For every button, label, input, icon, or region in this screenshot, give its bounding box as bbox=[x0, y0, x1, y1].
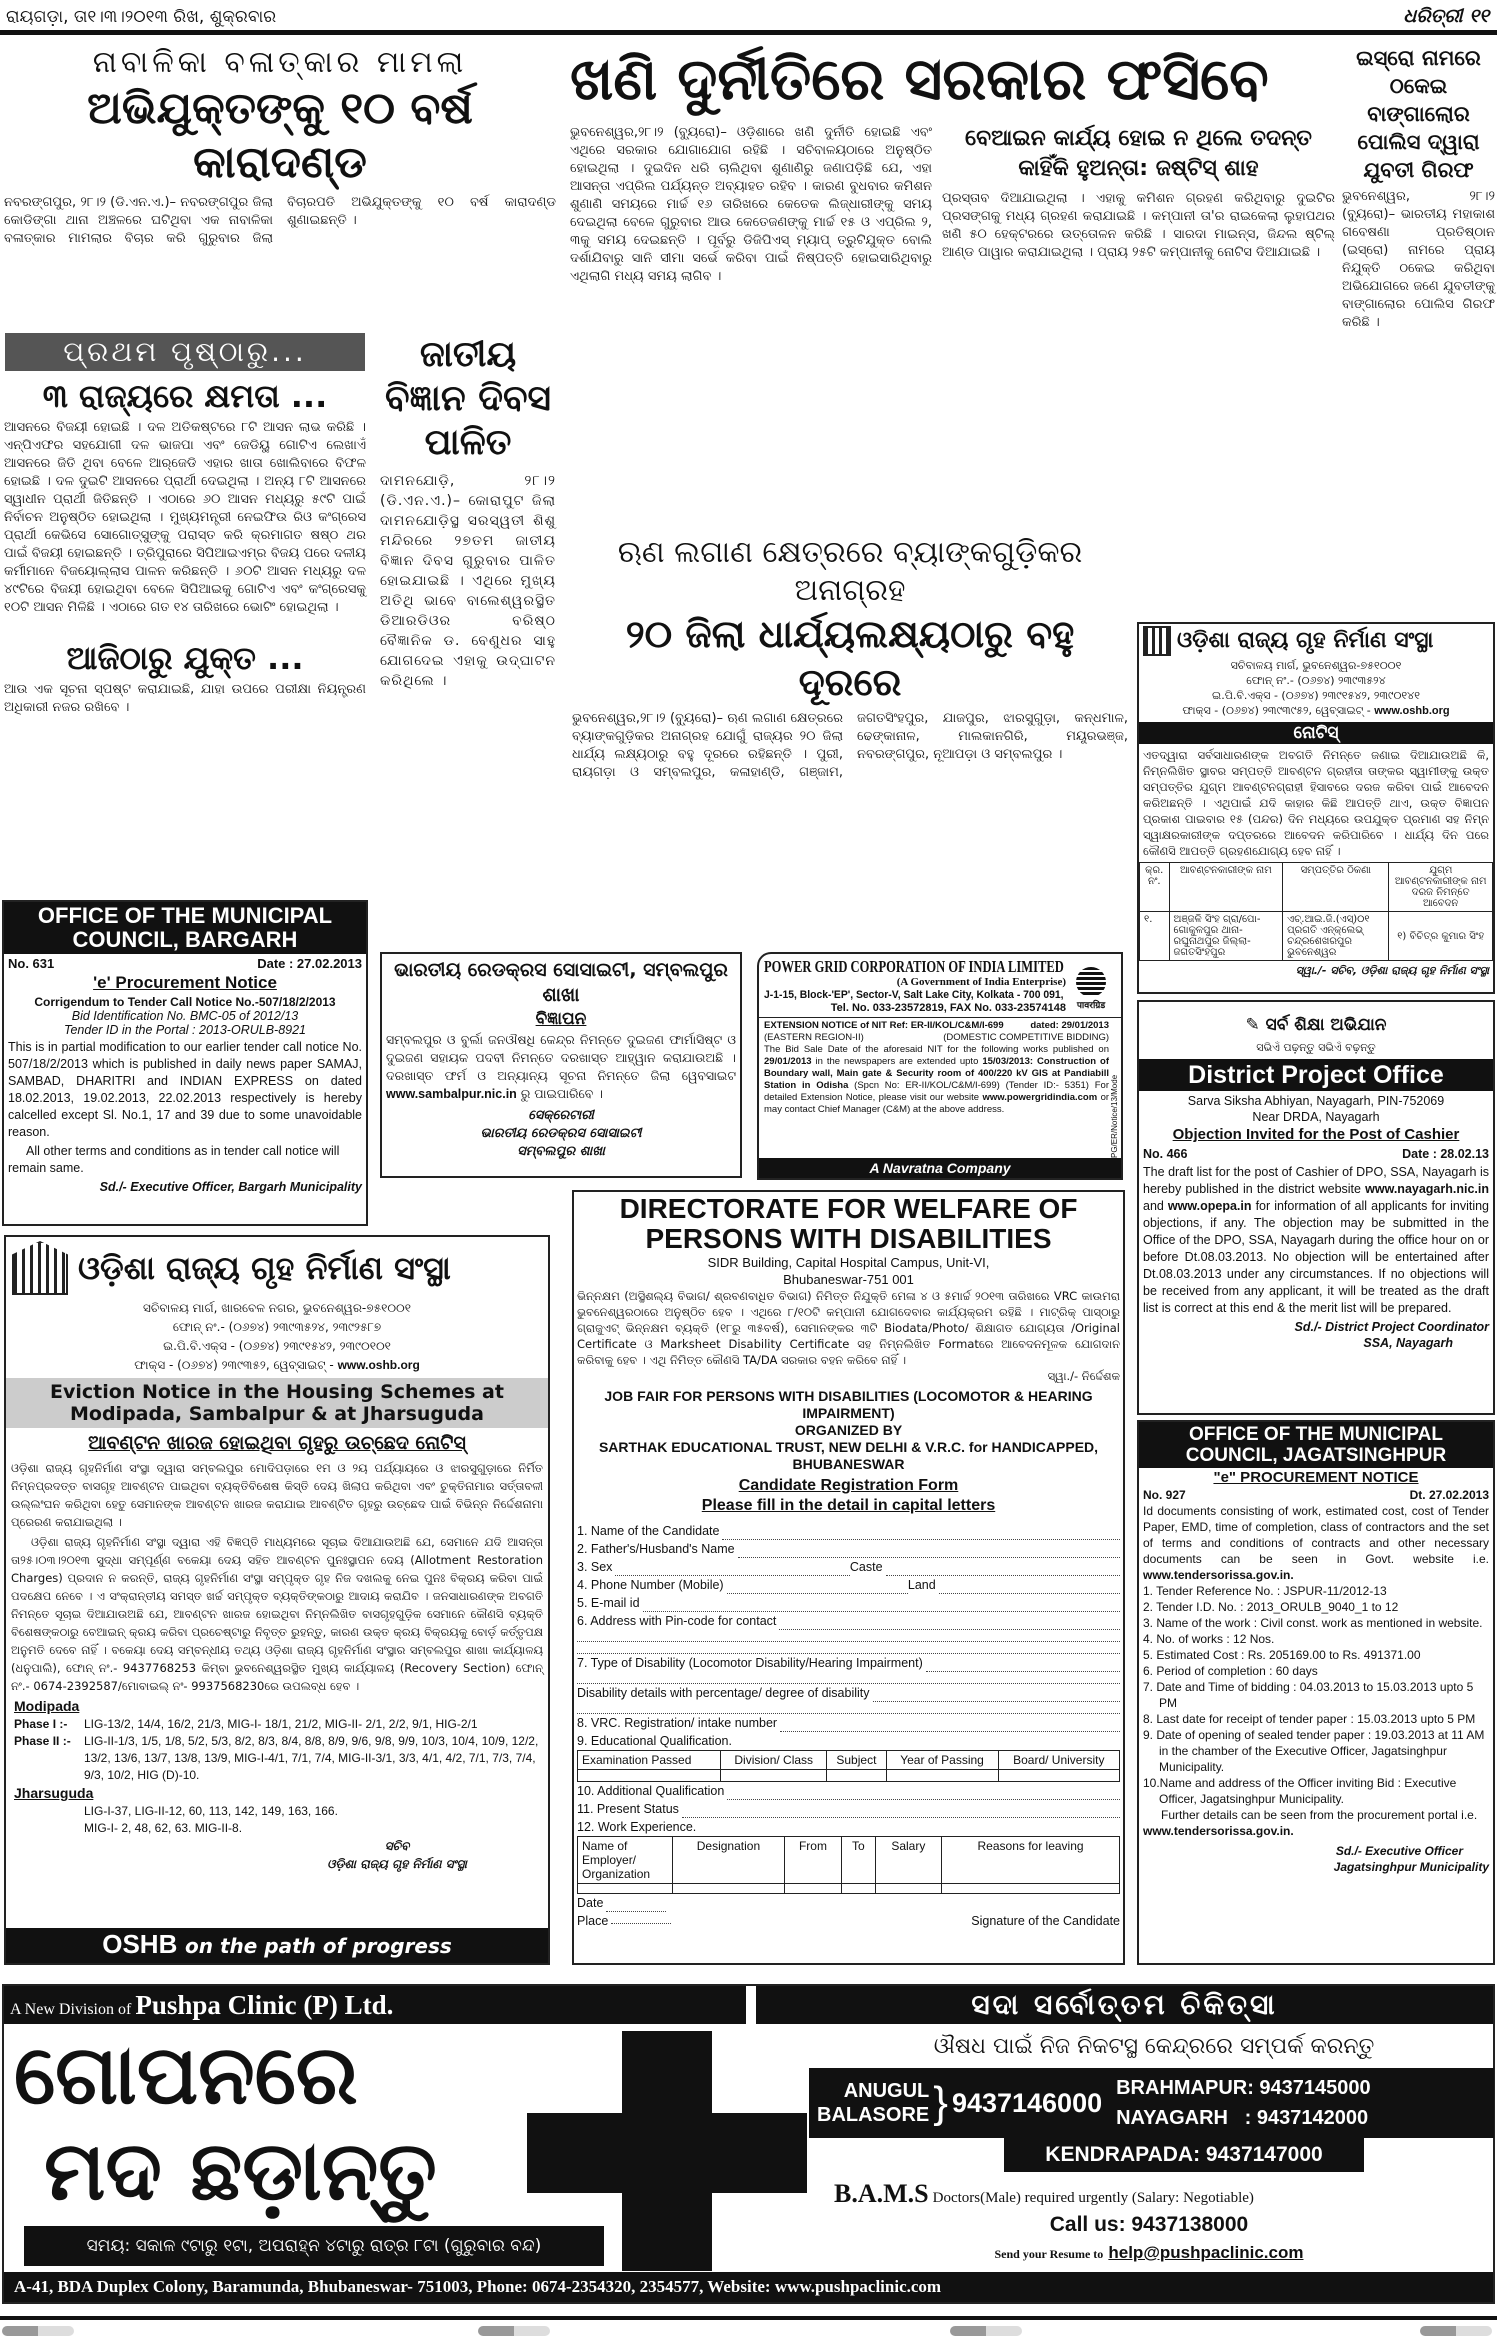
field-label: 6. Address with Pin-code for contact bbox=[577, 1614, 777, 1628]
story-science-day bbox=[378, 333, 558, 940]
lead-headline: ଖଣି ଦୁର୍ନୀତିରେ ସରକାର ଫସିବେ bbox=[570, 45, 1269, 113]
table-header: Designation bbox=[673, 1837, 785, 1884]
side-code: PG/ER/Notice/13/Mode bbox=[1110, 1074, 1119, 1158]
address: ସଚିବାଳୟ ମାର୍ଗ, ଖାରବେଳ ନଗର, ଭୁବନେଶ୍ୱର-୭୫୧୦୦୧ bbox=[143, 1301, 411, 1315]
body-text: The Bid Sale Date of the aforesaid NIT for the following works published on bbox=[764, 1044, 1109, 1055]
tender-item: 8. Last date for receipt of tender paper : 15.03.2013 upto 5 PM bbox=[1143, 1712, 1476, 1726]
story-headline: ଅଭିଯୁକ୍ତଙ୍କୁ ୧୦ ବର୍ଷ କାରାଦଣ୍ଡ bbox=[87, 83, 473, 188]
notice-title: DIRECTORATE FOR WELFARE OF PERSONS WITH DISABILITIES bbox=[619, 1193, 1078, 1254]
email-link[interactable]: help@pushpaclinic.com bbox=[1108, 2243, 1304, 2262]
bargarh-municipal-notice bbox=[2, 900, 368, 1226]
registration-mark bbox=[2, 2326, 74, 2336]
medical-cross-icon-bar bbox=[527, 2113, 807, 2193]
website-link[interactable]: www.sambalpur.nic.in bbox=[386, 1087, 517, 1101]
oshb-eviction-notice bbox=[4, 1235, 550, 1965]
power-grid-notice bbox=[757, 952, 1123, 1180]
odia-body: ଭିନ୍ନକ୍ଷମ (ଅସ୍ଥିଶଲ୍ୟ ବିଭାଗ/ ଶ୍ରବଣବାଧିତ ବିଭାଗ) ନିମିତ୍ତ ନିଯୁକ୍ତି ମେଳା ୪ ଓ ୫ମାର୍ଚ୍ଚ ୨୦୧୩ ତାରିଖରେ VRC କାଉମରା ଭୁବନେଶ୍ୱରଠାରେ ଅନୁଷ୍ଠିତ ହେବ । ଏଥିରେ ୮/୧୦ଟି କମ୍ପାନୀ ଯୋଗଦେବାର କାର୍ଯ୍ୟକ୍ରମ ରହିଛି । ମାଟ୍ରିକ୍ ପାସ୍‌ଠାରୁ ଗ୍ରାଜୁଏଟ୍ ଭିନ୍ନକ୍ଷମ ବ୍ୟକ୍ତି (୧୮ରୁ ୩୫ବର୍ଷ), ସେମାନଙ୍କର ୩ଟି Biodata/Photo/ ଶିକ୍ଷାଗତ ଯୋଗ୍ୟତା /Original Certificate ଓ Marksheet Disability Certificate ସହ ନିମ୍ନଲିଖିତ Formatରେ ଆବେଦନମୂଳକ ଯୋଗଦାନ କରିବାକୁ ହେବ । ଏଥି ନିମିତ୍ତ କୌଣସି TA/DA ସରକାର ବହନ କରିବେ ନାହିଁ । bbox=[577, 1289, 1120, 1367]
story-body: ଭୁବନେଶ୍ୱର,୨୮।୨ (ବ୍ୟୁରୋ)– ଋଣ ଲଗାଣ କ୍ଷେତ୍ରରେ ବ୍ୟାଙ୍କଗୁଡ଼ିକର ଅନାଗ୍ରହ ଯୋଗୁଁ ରାଜ୍ୟର ୨୦ ଜିଲା ଧାର୍ଯ୍ୟ ଲକ୍ଷ୍ୟଠାରୁ ବହୁ ଦୂରରେ ରହିଛନ୍ତି । ପୁରୀ, ରାୟଗଡ଼ା ଓ ସମ୍ବଲପୁର, କଳାହାଣ୍ଡି, ଗଞ୍ଜାମ, ଜଗତସିଂହପୁର, ଯାଜପୁର, ଝାରସୁଗୁଡ଼ା, କନ୍ଧମାଳ, ଢେଙ୍କାନାଳ, ମାଲକାନଗିରି, ମୟୂରଭଞ୍ଜ, ନବରଙ୍ଗପୁର, ନୂଆପଡ଼ା ଓ ସମ୍ବଲପୁର । bbox=[572, 711, 1128, 780]
table-header: Salary bbox=[875, 1837, 942, 1884]
website-link[interactable]: www.powergridindia.com bbox=[982, 1092, 1098, 1103]
modipada-heading: Modipada bbox=[14, 1698, 80, 1714]
jharsuguda-list-2: MIG-I- 2, 48, 62, 63. MIG-II-8. bbox=[84, 1821, 243, 1835]
address-1: Sarva Siksha Abhiyan, Nayagarh, PIN-752069 bbox=[1187, 1094, 1445, 1108]
field-label: Land bbox=[907, 1578, 936, 1592]
field-present-status[interactable] bbox=[577, 1800, 1120, 1818]
notice-title: OFFICE OF THE MUNICIPAL COUNCIL, JAGATSINGHPUR bbox=[1139, 1422, 1493, 1468]
candidate-signature: Signature of the Candidate bbox=[971, 1914, 1120, 1928]
field-label: 12. Work Experience. bbox=[577, 1820, 697, 1834]
story-body: ନବରଙ୍ଗପୁର, ୨୮।୨ (ଡି.ଏନ.ଏ.)– ନବରଙ୍ଗପୁର ଜିଲା କୋଡିଙ୍ଗା ଥାନା ଅଞ୍ଚଳରେ ଘଟିଥିବା ଏକ ନାବାଳିକା ବଳାତ୍କାର ମାମଲାର ବିଚାର କରି ଗୁରୁବାର ଜିଲା ବିଚାରପତି ଅଭିଯୁକ୍ତଙ୍କୁ ୧୦ ବର୍ଷ କାରାଦଣ୍ଡ ଶୁଣାଇଛନ୍ତି । bbox=[4, 195, 556, 246]
body-text: in the newspapers are extended upto bbox=[815, 1056, 979, 1067]
field-disability-type[interactable] bbox=[577, 1654, 1120, 1672]
field-label: 9. Educational Qualification. bbox=[577, 1734, 732, 1748]
signature: ସ୍ୱା./- ସଚିବ, ଓଡ଼ିଶା ରାଜ୍ୟ ଗୃହ ନିର୍ମାଣ ସଂସ୍ଥା bbox=[1295, 964, 1489, 977]
oshb-notice bbox=[1137, 622, 1495, 994]
applicant-table bbox=[1139, 862, 1493, 961]
pencil-icon: ✎ bbox=[1245, 1015, 1266, 1035]
table-header: ସମ୍ପତ୍ତିର ଠିକଣା bbox=[1283, 863, 1389, 912]
table-header: Reasons for leaving bbox=[942, 1837, 1120, 1884]
dateline: ରାୟଗଡ଼ା, ତା୧।୩।୨୦୧୩ ରିଖ, ଶୁକ୍ରବାର bbox=[6, 7, 277, 27]
website-link[interactable]: www.tendersorissa.gov.in. bbox=[1143, 1568, 1294, 1582]
notice-number: No. 466 bbox=[1143, 1147, 1188, 1161]
extended-date: 15/03/2013: bbox=[982, 1056, 1034, 1067]
headline-line-1: ଗୋପନରେ bbox=[14, 2028, 358, 2123]
website-link[interactable]: www.opepa.in bbox=[1167, 1199, 1252, 1213]
field-label: 2. Father's/Husband's Name bbox=[577, 1542, 735, 1556]
bams-label: B.A.M.S bbox=[834, 2179, 929, 2208]
front-page-continued-column bbox=[0, 333, 370, 895]
call-us: Call us: 9437138000 bbox=[1049, 2213, 1249, 2236]
registration-mark bbox=[950, 2326, 1022, 2336]
lead-body: ଭୁବନେଶ୍ୱର,୨୮।୨ (ବ୍ୟୁରୋ)– ଓଡ଼ିଶାରେ ଖଣି ଦୁର୍ନୀତି ହୋଇଛି ଏବଂ ଏଥିରେ ସରକାର ଯୋଗାଯୋଗ ରହିଛି । ସଚିବାଳୟଠାରେ ଅନୁଷ୍ଠିତ ହୋଇଥିଲା । ଦୁଇଦିନ ଧରି ଚାଲିଥିବା ଶୁଣାଣିରୁ ଜଣାପଡ଼ିଛି ଯେ, ଏହା ଆସନ୍ତା ଏପ୍ରିଲ ପର୍ଯ୍ୟନ୍ତ ଅବ୍ୟାହତ ରହିବ । କାରଣ ବୁଧବାର କମିଶନ ଶୁଣାଣି ସମୟରେ ମାର୍ଚ୍ଚ ୧୬ ତାରିଖରେ କେତେକ ଲିଜ୍‌ଧାରୀଙ୍କୁ ସମୟ ଦେଇଥିଲା ବେଳେ ଗୁରୁବାର ଆଉ କେତେଜଣଙ୍କୁ ମାର୍ଚ୍ଚ ୧୫ ଓ ଏପ୍ରିଲ ୨, ୩କୁ ସମୟ ଦେଇଛନ୍ତି । ପୂର୍ବରୁ ଡିଜିପିଏସ୍ ମ୍ୟାପ୍ ତ୍ରୁଟିଯୁକ୍ତ ବୋଲି ଦର୍ଶାଯିବାରୁ ସାନି ସୀମା ସର୍ଭେ କରିବା ପାଇଁ ନିଷ୍ପତ୍ତି ହୋଇସାରିଥିବାରୁ ଏଥିଲାଗି ମଧ୍ୟ ସମୟ ଲାଗିବ । bbox=[570, 125, 932, 284]
notice-title: ଓଡ଼ିଶା ରାଜ୍ୟ ଗୃହ ନିର୍ମାଣ ସଂସ୍ଥା bbox=[78, 1249, 451, 1287]
sign-line: ସେକ୍ରେଟାରୀ bbox=[528, 1108, 594, 1123]
story-isro-fraud bbox=[1340, 44, 1497, 616]
body-text: (Spcn No: ER-II/KOL/C&M/I-699) (Tender ID:- 5351) For detailed Extension Notice, please visit our website bbox=[764, 1080, 1109, 1103]
nit-date: dated: 29/01/2013 bbox=[1030, 1020, 1109, 1031]
table-row[interactable] bbox=[578, 1884, 1120, 1894]
jharsuguda-list-1: LIG-I-37, LIG-II-12, 60, 113, 142, 149, 163, 166. bbox=[84, 1804, 338, 1818]
notice-type: "e" PROCUREMENT NOTICE bbox=[1213, 1469, 1419, 1486]
address: ସଚିବାଳୟ ମାର୍ଗ, ଭୁବନେଶ୍ୱର-୭୫୧୦୦୧ bbox=[1230, 659, 1402, 672]
notice-title: OFFICE OF THE MUNICIPAL COUNCIL, BARGARH bbox=[4, 902, 366, 954]
slogan: ସଦା ସର୍ବୋତ୍ତମ ଚିକିତ୍ସା bbox=[756, 1986, 1493, 2024]
front-page-continued-bar: ପ୍ରଥମ ପୃଷ୍ଠାରୁ... bbox=[5, 333, 365, 371]
notice-body-end: ରୁ ପାଇପାରିବେ । bbox=[520, 1086, 603, 1101]
tender-item: 3. Name of the work : Civil const. work as mentioned in website. bbox=[1143, 1616, 1483, 1630]
tender-item: 6. Period of completion : 60 days bbox=[1143, 1664, 1318, 1678]
branch-name: BALASORE bbox=[817, 2104, 930, 2126]
website-link[interactable]: www.oshb.org bbox=[337, 1358, 420, 1372]
body-text: and bbox=[1143, 1199, 1164, 1213]
para-2: ଓଡ଼ିଶା ରାଜ୍ୟ ଗୃହନିର୍ମାଣ ସଂସ୍ଥା ଦ୍ୱାରା ଏହି ବିଜ୍ଞପ୍ତି ମାଧ୍ୟମରେ ସୂଚାଇ ଦିଆଯାଉଅଛି ଯେ, ସେମାନେ ଯଦି ଆସନ୍ତା ତା୨୫।୦୩।୨୦୧୩ ସୁଦ୍ଧା ସମ୍ପୂର୍ଣ୍ଣ ବକେୟା ଦେୟ ସହିତ ଆବଣ୍ଟନ ପୁନଃସ୍ଥାପନ ଦେୟ (Allotment Restoration Charges) ପ୍ରଦାନ ନ କରନ୍ତି, ରାଜ୍ୟ ଗୃହନିର୍ମାଣ ସଂସ୍ଥା ସମ୍ପୃକ୍ତ ଗୃହ ନିଜ ଦଖଲକୁ ନେଇ ପୁନଃ ବିକ୍ରୟ କରିବା ପାଇଁ ପଦକ୍ଷେପ ନେବେ । ଏ ସଂକ୍ରାନ୍ତୀୟ ସମସ୍ତ ଖର୍ଚ୍ଚ ସମ୍ପୃକ୍ତ ବ୍ୟକ୍ତିଙ୍କଠାରୁ ଆଦାୟ କରାଯିବ । ଜନସାଧାରଣଙ୍କ ଅବଗତି ନିମନ୍ତେ ସୂଚାଇ ଦିଆଯାଉଅଛି ଯେ, ଆବଣ୍ଟନ ଖାରଜ ହୋଇଥିବା ନିମ୍ନଲିଖିତ ବାସଗୃହଗୁଡ଼ିକ ସେମାନେ କୌଣସି ବ୍ୟକ୍ତି ବିଶେଷଙ୍କଠାରୁ ବେଆଇନ୍ କ୍ରୟ କରିବା ପ୍ରଚେଷ୍ଟାରୁ ନିବୃତ୍ତ ରୁହନ୍ତୁ, କାରଣ ଉକ୍ତ କ୍ରୟ ବିକ୍ରୟକୁ ବୋର୍ଡ଼ କର୍ତ୍ତୃପକ୍ଷ ଅନୁମତି ଦେବେ ନାହିଁ । ବକେୟା ଦେୟ ସମ୍ବନ୍ଧୀୟ ତଥ୍ୟ ଓଡ଼ିଶା ରାଜ୍ୟ ଗୃହନିର୍ମାଣ ସଂସ୍ଥାର ସମ୍ବଲପୁର ଶାଖା କାର୍ଯ୍ୟାଳୟ (ଧନୁପାଲି), ଫୋନ୍ ନଂ.- 9437768253 କିମ୍ବା ଭୁବନେଶ୍ୱରସ୍ଥିତ ମୁଖ୍ୟ କାର୍ଯ୍ୟାଳୟ (Recovery Section) ଫୋନ୍ ନଂ.- 0674-2392587/ମୋବାଇଲ୍ ନଂ- 9937568230ରେ ଉପଲବ୍ଧ ହେବ । bbox=[11, 1535, 543, 1693]
branch-phone: 9437146000 bbox=[951, 2087, 1103, 2118]
tender-items bbox=[1139, 1583, 1493, 1807]
logo-text: पावरग्रिड bbox=[1076, 1000, 1106, 1010]
registration-form bbox=[577, 1522, 1120, 1930]
page-bottom-rule bbox=[0, 2316, 1497, 2320]
notice-subtitle: ବିଜ୍ଞାପନ bbox=[535, 1009, 587, 1029]
tender-item: 7. Date and Time of bidding : 04.03.2013 to 15.03.2013 upto 5 PM bbox=[1143, 1680, 1474, 1710]
division-text: A New Division of bbox=[10, 2001, 132, 2018]
clinic-name: Pushpa Clinic (P) Ltd. bbox=[135, 1990, 394, 2020]
story-headline: ୨୦ ଜିଲା ଧାର୍ଯ୍ୟଲକ୍ଷ୍ୟଠାରୁ ବହୁ ଦୂରରେ bbox=[625, 612, 1075, 704]
signature bbox=[386, 1107, 736, 1161]
signature bbox=[246, 1837, 548, 1873]
page-number: ଧରିତ୍ରୀ ୧୧ bbox=[1403, 5, 1489, 27]
sign-line: ଓଡ଼ିଶା ରାଜ୍ୟ ଗୃହ ନିର୍ମାଣ ସଂସ୍ଥା bbox=[327, 1857, 467, 1871]
field-education-label bbox=[577, 1732, 1120, 1750]
notice-title: POWER GRID CORPORATION OF INDIA LIMITED bbox=[764, 957, 1064, 976]
field-email[interactable] bbox=[577, 1594, 1120, 1612]
organized-by: ORGANIZED BY bbox=[794, 1422, 903, 1438]
registration-mark bbox=[478, 2326, 550, 2336]
district-project-office-notice bbox=[1137, 1000, 1495, 1415]
bid-id: Bid Identification No. BMC-05 of 2012/13 bbox=[71, 1009, 299, 1023]
phone: ଫୋନ୍ ନଂ.- (୦୬୭୪) ୨୩୯୩୫୨୪ bbox=[1246, 674, 1386, 687]
field-label: 3. Sex bbox=[577, 1560, 613, 1574]
story-body: ଆଉ ଏକ ସୂଚନା ସ୍ପଷ୍ଟ କରାଯାଇଛି, ଯାହା ଉପରେ ପରୀକ୍ଷା ନିୟନ୍ତ୍ରଣ ଅଧିକାରୀ ନଜର ରଖିବେ । bbox=[4, 682, 366, 715]
oshb-logo-icon bbox=[12, 1241, 68, 1295]
clinic-address-bar: A-41, BDA Duplex Colony, Baramunda, Bhubaneswar- 751003, Phone: 0674-2354320, 2354577, Website: www.pushpaclinic.com bbox=[4, 2272, 1493, 2302]
table-header: Board/ University bbox=[998, 1751, 1119, 1770]
tender-item: 9. Date of opening of sealed tender paper : 19.03.2013 at 11 AM in the chamber of the Executive Officer, Jagatsinghpur Municipality. bbox=[1143, 1728, 1485, 1774]
notice-date: Date : 27.02.2013 bbox=[257, 956, 362, 971]
notice-heading: Objection Invited for the Post of Cashier bbox=[1172, 1126, 1460, 1143]
story-kicker: ଋଣ ଲଗାଣ କ୍ଷେତ୍ରରେ ବ୍ୟାଙ୍କଗୁଡ଼ିକର ଅନାଗ୍ରହ bbox=[617, 535, 1083, 608]
registration-mark bbox=[1420, 2326, 1492, 2336]
tender-item: 2. Tender I.D. No. : 2013_ORULB_9040_1 to 12 bbox=[1143, 1600, 1399, 1614]
subtitle: (A Government of India Enterprise) bbox=[896, 976, 1066, 988]
phase-label: Phase II :- bbox=[14, 1734, 71, 1748]
signature-2: SSA, Nayagarh bbox=[1363, 1336, 1453, 1350]
notice-number: No. 631 bbox=[8, 956, 55, 971]
table-header: ଆବଣ୍ଟନକାରୀଙ୍କ ନାମ bbox=[1169, 863, 1283, 912]
jagatsinghpur-municipal-notice bbox=[1137, 1420, 1495, 1965]
fax: ଫାକ୍ସ - (୦୬୭୪) ୨୩୯୩୫୨, ୱେବ୍‌ସାଇଟ୍ - bbox=[134, 1358, 334, 1372]
red-cross-notice bbox=[380, 952, 742, 1178]
field-label: 1. Name of the Candidate bbox=[577, 1524, 720, 1538]
lead-subhead: ବେଆଇନ କାର୍ଯ୍ୟ ହୋଇ ନ ଥିଲେ ତଦନ୍ତ କାହିଁକି ହୁଅନ୍ତା: ଜଷ୍ଟିସ୍ ଶାହ bbox=[965, 126, 1312, 181]
branch-phones: ANUGUL BALASORE } 9437146000 BRAHMAPUR: 9437145000 NAYAGARH : 9437142000 bbox=[809, 2068, 1494, 2138]
table-header: Subject bbox=[827, 1751, 886, 1770]
field-label: 7. Type of Disability (Locomotor Disability/Hearing Impairment) bbox=[577, 1656, 923, 1670]
table-header: Name of Employer/ Organization bbox=[578, 1837, 673, 1884]
story-minor-rape-case bbox=[0, 44, 560, 328]
epbx: ଇ.ପି.ବି.ଏକ୍ସ - (୦୬୭୪) ୨୩୯୧୫୪୨, ୨୩୯୦୧୦୧ bbox=[163, 1339, 391, 1353]
resume-line bbox=[814, 2242, 1484, 2265]
field-label: Date bbox=[577, 1896, 604, 1910]
field-label: Disability details with percentage/ degree of disability bbox=[577, 1686, 870, 1700]
job-fair-title: JOB FAIR FOR PERSONS WITH DISABILITIES (LOCOMOTOR & HEARING IMPAIRMENT) bbox=[604, 1388, 1093, 1421]
work-description: Construction of Boundary wall, Main gate & Security room of 400/220 kV GIS at Pandiabill Station in Odisha bbox=[764, 1056, 1109, 1091]
field-label: 4. Phone Number (Mobile) bbox=[577, 1578, 724, 1592]
form-title: Candidate Registration Form bbox=[738, 1477, 959, 1494]
table-header: Examination Passed bbox=[578, 1751, 721, 1770]
footer-tagline: on the path of progress bbox=[185, 1934, 452, 1958]
notice-body: This is in partial modification to our earlier tender call notice No. 507/18/2/2013 which is published in daily news paper SAMAJ, SAMBAD, DHARITRI and INDIAN EXPRESS on dated 18.02.2013, 19.02.2013, 22.02.2013 respectively is hereby calcelled except Sl. No.1, 17 and 39 due to some unavoidable reason. bbox=[8, 1040, 362, 1139]
ssa-banner bbox=[1139, 1014, 1493, 1036]
table-cell: ଅଞ୍ଜଳି ସିଂହ ଗ୍ରା/ପୋ-ଗୋକୁଳପୁର ଥାନା-ରଘୁନାଥପୁର ଜିଲ୍ଲା-ଜଗତସିଂହପୁର bbox=[1169, 912, 1283, 961]
lead-body-2: ପ୍ରସ୍ତାବ ଦିଆଯାଇଥିଲା । ଏହାକୁ କମିଶନ ଗ୍ରହଣ କରିଥିବାରୁ ଦୁଇଟିର ପ୍ରସଙ୍ଗକୁ ମଧ୍ୟ ଗ୍ରହଣ କରାଯାଇଛି । କମ୍ପାନୀ ତା'ର ରାଇକେଲା ଲୁହାପଥର ଖଣି ୫୦ ହେକ୍ଟରରେ ଉତ୍ତୋଳନ କରିଛି । ସାରଦା ମାଇନ୍ସ, ଜିନ୍ଦଲ ଷ୍ଟିଲ୍ ଆଣ୍ଡ ପାୱାର କରାଯାଇଥିଲା । ପ୍ରାୟ ୨୫ଟି କମ୍ପାନୀକୁ ନୋଟିସ ଦିଆଯାଇଛି । bbox=[942, 191, 1335, 260]
slogan: ସଭିଏଁ ପଢ଼ନ୍ତୁ ସଭିଏଁ ବଢ଼ନ୍ତୁ bbox=[1256, 1041, 1376, 1054]
table-row[interactable] bbox=[578, 1770, 1120, 1782]
field-place[interactable] bbox=[577, 1912, 671, 1930]
table-row bbox=[1140, 912, 1493, 961]
field-candidate-name[interactable] bbox=[577, 1522, 1120, 1540]
pushpa-clinic-ad bbox=[2, 1984, 1495, 2304]
story-body: ଭୁବନେଶ୍ୱର, ୨୮।୨ (ବ୍ୟୁରୋ)– ଭାରତୀୟ ମହାକାଶ ଗବେଷଣା ପ୍ରତିଷ୍ଠାନ (ଇସ୍ରୋ) ନାମରେ ପ୍ରାୟ ନିଯୁକ୍ତି ଠକେଇ କରିଥିବା ଅଭିଯୋଗରେ ଜଣେ ଯୁବତୀଙ୍କୁ ବାଙ୍ଗାଲୋର ପୋଲିସ ଗିରଫ କରିଛି । bbox=[1342, 189, 1495, 330]
jharsuguda-heading: Jharsuguda bbox=[14, 1785, 94, 1801]
notice-body-2: All other terms and conditions as in tender call notice will remain same. bbox=[8, 1144, 340, 1175]
fax: ଫାକ୍ସ - (୦୬୭୪) ୨୩୯୩୯୫୨, ୱେବ୍‌ସାଇଟ୍ - bbox=[1182, 704, 1371, 717]
address-2: Bhubaneswar-751 001 bbox=[783, 1272, 914, 1287]
notice-body: ସମ୍ବଲପୁର ଓ ବୁର୍ଲା ଜନଔଷଧି କେନ୍ଦ୍ର ନିମନ୍ତେ ଦୁଇଜଣ ଫାର୍ମାସିଷ୍ଟ ଓ ଦୁଇଜଣ ସହାୟକ ପଦବୀ ନିମନ୍ତେ ଦରଖାସ୍ତ ଆହ୍ୱାନ କରାଯାଉଅଛି । ଦରଖାସ୍ତ ଫର୍ମ ଓ ଅନ୍ୟାନ୍ୟ ସୂଚନା ନିମନ୍ତେ ଜିଲା ୱେବସାଇଟ bbox=[386, 1032, 736, 1083]
footer-bold: OSHB bbox=[102, 1929, 178, 1959]
field-label: 11. Present Status bbox=[577, 1802, 679, 1816]
form-subtitle: Please fill in the detail in capital letters bbox=[701, 1497, 996, 1514]
phone: ଫୋନ୍ ନଂ.- (୦୬୭୪) ୨୩୯୩୫୨୪, ୨୩୯୨୫୮୭ bbox=[172, 1320, 382, 1334]
sign-line: ସଚିବ bbox=[384, 1839, 410, 1853]
headline-line-2: ମଦ ଛଡ଼ାନ୍ତୁ bbox=[44, 2124, 437, 2219]
table-cell: ଏଚ୍.ଆଇ.ଜି.(ଏସ୍)୦୧ ପ୍ରଗତି ଏନ୍‌କ୍ଲେଭ୍ ଚନ୍ଦ୍ରଶେଖରପୁର ଭୁବନେଶ୍ୱର bbox=[1283, 912, 1389, 961]
notice-type: 'e' Procurement Notice bbox=[93, 973, 277, 992]
field-vrc-registration[interactable] bbox=[577, 1714, 1120, 1732]
address-2: Near DRDA, Nayagarh bbox=[1252, 1110, 1380, 1124]
body-text: or may contact Chief Manager (C&M) at the above address. bbox=[764, 1092, 1109, 1115]
tender-id: Tender ID in the Portal : 2013-ORULB-8921 bbox=[63, 1023, 307, 1037]
odia-signature: ସ୍ୱା./- ନିର୍ଦ୍ଦେଶକ bbox=[1047, 1369, 1120, 1383]
contact-instruction: ଔଷଧ ପାଇଁ ନିଜ ନିକଟସ୍ଥ କେନ୍ଦ୍ରରେ ସମ୍ପର୍କ କରନ୍ତୁ bbox=[933, 2034, 1375, 2059]
signature-1: Sd./- Executive Officer bbox=[1335, 1844, 1463, 1858]
corrigendum: Corrigendum to Tender Call Notice No.-507/18/2/2013 bbox=[34, 995, 336, 1009]
sign-line: ସମ୍ବଲପୁର ଶାଖା bbox=[517, 1144, 605, 1159]
recruitment-text: Doctors(Male) required urgently (Salary: Negotiable) bbox=[932, 2190, 1254, 2206]
story-bank-lending bbox=[570, 534, 1130, 942]
story-headline: ଆଜିଠାରୁ ଯୁକ୍ତ ... bbox=[66, 639, 304, 677]
story-kicker: ନାବାଳିକା ବଳାତ୍କାର ମାମଲା bbox=[92, 45, 468, 80]
notice-body: ଏତଦ୍ୱାରା ସର୍ବସାଧାରଣଙ୍କ ଅବଗତି ନିମନ୍ତେ ଜଣାଇ ଦିଆଯାଉଅଛି କି, ନିମ୍ନଲିଖିତ ସ୍ଥାବର ସମ୍ପତ୍ତି ଆବଣ୍ଟନ ଗ୍ରହୀତା ତାଙ୍କର ସ୍ୱାମୀଙ୍କୁ ଉକ୍ତ ସମ୍ପତ୍ତିର ଯୁଗ୍ମ ଆବଣ୍ଟନଗ୍ରାହୀ ହିସାବରେ ଦରଜ କରିବା ପାଇଁ ଆବେଦନ କରିଅଛନ୍ତି । ଏଥିପାଇଁ ଯଦି କାହାର କିଛି ଆପତ୍ତି ଥାଏ, ଉକ୍ତ ବିଜ୍ଞାପନ ପ୍ରକାଶ ପାଇବାର ୧୫ (ପନ୍ଦର) ଦିନ ମଧ୍ୟରେ ଉପଯୁକ୍ତ ପ୍ରମାଣ ସହ ନିମ୍ନ ସ୍ୱାକ୍ଷରକାରୀଙ୍କ ଦପ୍ତରରେ ଆବେଦନ କରିପାରିବେ । ଧାର୍ଯ୍ୟ ଦିନ ପରେ କୌଣସି ଆପତ୍ତି ଗ୍ରହଣଯୋଗ୍ୟ ହେବ ନାହିଁ । bbox=[1143, 748, 1489, 858]
sign-line: ଭାରତୀୟ ରେଡକ୍ରସ ସୋସାଇଟୀ bbox=[480, 1126, 642, 1141]
field-label: 5. E-mail id bbox=[577, 1596, 640, 1610]
field-address[interactable] bbox=[577, 1612, 1120, 1630]
table-cell: ୧. bbox=[1140, 912, 1170, 961]
kendrapada-phone: KENDRAPADA: 9437147000 bbox=[1004, 2138, 1364, 2172]
story-mining-scam bbox=[570, 40, 1335, 530]
notice-signature: Sd./- Executive Officer, Bargarh Municipality bbox=[99, 1180, 362, 1194]
odia-heading: ଆବଣ୍ଟନ ଖାରଜ ହୋଇଥିବା ଗୃହରୁ ଉଚ୍ଛେଦ ନୋଟିସ୍ bbox=[88, 1432, 466, 1454]
table-cell: ୧) ବିଚିତ୍ର କୁମାର ସିଂହ bbox=[1389, 912, 1493, 961]
notice-title: ଓଡ଼ିଶା ରାଜ୍ୟ ଗୃହ ନିର୍ମାଣ ସଂସ୍ଥା bbox=[1177, 628, 1434, 653]
field-label: Place bbox=[577, 1914, 609, 1928]
nit-ref: EXTENSION NOTICE of NIT Ref: ER-II/KOL/C&M/I-699 bbox=[764, 1020, 1004, 1031]
publish-date: 29/01/2013 bbox=[764, 1056, 812, 1067]
table-header: କ୍ର. ନଂ. bbox=[1140, 863, 1170, 912]
power-grid-logo-icon bbox=[1076, 967, 1106, 997]
notice-bar: ନୋଟିସ୍ bbox=[1139, 722, 1493, 744]
phase-2-list: LIG-II-1/3, 1/5, 1/8, 5/2, 5/3, 8/2, 8/3, 8/4, 8/8, 8/9, 9/6, 9/8, 9/9, 10/3, 10/4, 10/9, 12/2, 13/2, 13/6, 13/7, 13/8, 13/9, MIG-I-4/1, 7/1, 7/4, MIG-II-3/1, 3/3, 4/1, 4/2, 7/1, 7/3, 7/4, 9/3, 10/2, HIG (D)-10. bbox=[84, 1734, 539, 1782]
story-headline: ଜାତୀୟ ବିଜ୍ଞାନ ଦିବସ ପାଳିତ bbox=[385, 334, 551, 463]
table-header: To bbox=[842, 1837, 876, 1884]
clinic-brand-bar bbox=[4, 1986, 746, 2024]
field-father-name[interactable] bbox=[577, 1540, 1120, 1558]
organizer: SARTHAK EDUCATIONAL TRUST, NEW DELHI & V.R.C. for HANDICAPPED, BHUBANESWAR bbox=[598, 1439, 1099, 1472]
notice-title: District Project Office bbox=[1139, 1059, 1493, 1091]
field-date[interactable] bbox=[577, 1894, 1120, 1912]
bidding: (DOMESTIC COMPETITIVE BIDDING) bbox=[943, 1032, 1109, 1043]
story-body: ଦାମନଯୋଡ଼ି, ୨୮।୨ (ଡି.ଏନ.ଏ.)– କୋରାପୁଟ ଜିଲା ଦାମନଯୋଡ଼ିସ୍ଥ ସରସ୍ୱତୀ ଶିଶୁ ମନ୍ଦିରରେ ୨୭ତମ ଜାତୀୟ ବିଜ୍ଞାନ ଦିବସ ଗୁରୁବାର ପାଳିତ ହୋଇଯାଇଛି । ଏଥିରେ ମୁଖ୍ୟ ଅତିଥି ଭାବେ ବାଲେଶ୍ୱରସ୍ଥିତ ଡିଆରଡିଓର ବରିଷ୍ଠ ବୈଜ୍ଞାନିକ ଡ. ବେଣୁଧର ସାହୁ ଯୋଗଦେଇ ଏହାକୁ ଉଦ୍‌ଘାଟନ କରିଥିଲେ । bbox=[380, 473, 556, 689]
oshb-logo-icon bbox=[1143, 626, 1171, 656]
story-body: ଆସନରେ ବିଜୟୀ ହୋଇଛି । ଦଳ ଅତିକଷ୍ଟରେ ୮ଟି ଆସନ ଲାଭ କରିଛି । ଏନ୍‌ପିଏଫର ସହଯୋଗୀ ଦଳ ଭାଜପା ଏବଂ ଜେଡିୟୁ ଗୋଟିଏ ଲେଖାଏଁ ଆସନରେ ଜିତି ଥିବା ବେଳେ ଆର୍‌ଜେଡି ଏହାର ଖାତା ଖୋଲିବାରେ ବିଫଳ ହୋଇଛି । ଦଳ ଦୁଇଟି ଆସନରେ ପ୍ରାର୍ଥୀ ଦେଇଥିଲା । ଅନ୍ୟ ୮ଟି ଆସନରେ ସ୍ୱାଧୀନ ପ୍ରାର୍ଥୀ ଜିତିଛନ୍ତି । ଏଠାରେ ୬୦ ଆସନ ମଧ୍ୟରୁ ୫୯ଟି ପାଇଁ ନିର୍ବାଚନ ଅନୁଷ୍ଠିତ ହୋଇଥିଲା । ମୁଖ୍ୟମନ୍ତ୍ରୀ ନେଇଫିଉ ରିଓ କଂଗ୍ରେସ ପ୍ରାର୍ଥୀ କେଭିସେ ସୋଗୋତ୍ସୁଙ୍କୁ ପରାସ୍ତ କରି କ୍ରମାଗତ ଷଷ୍ଠ ଥର ପାଇଁ ବିଜୟୀ ହୋଇଛନ୍ତି । ତ୍ରିପୁରାରେ ସିପିଆଇଏମ୍‌ର ବିଜୟ ପରେ ଦଳୀୟ କର୍ମୀମାନେ ବିଜୟୋଲ୍ଲାସ ପାଳନ କରିଛନ୍ତି । ୬୦ଟି ଆସନ ମଧ୍ୟରୁ ଦଳ ୪୯ଟିରେ ବିଜୟୀ ହୋଇଥିବା ବେଳେ ସିପିଆଇକୁ ଗୋଟିଏ ଏବଂ କଂଗ୍ରେସକୁ ୧୦ଟି ଆସନ ମିଳିଛି । ଏଠାରେ ଗତ ୧୪ ତାରିଖରେ ଭୋଟିଂ ହୋଇଥିଲା । bbox=[4, 420, 366, 615]
notice-title: ଭାରତୀୟ ରେଡକ୍ରସ ସୋସାଇଟୀ, ସମ୍ବଲପୁର ଶାଖା bbox=[394, 959, 728, 1006]
signature-2: Jagatsinghpur Municipality bbox=[1333, 1860, 1489, 1874]
recruitment bbox=[834, 2178, 1489, 2214]
story-headline: ୩ ରାଜ୍ୟରେ କ୍ଷମତା ... bbox=[42, 377, 328, 415]
body-text: The draft list for the post of Cashier of DPO, SSA, Nayagarh is hereby published in the district website bbox=[1143, 1165, 1489, 1196]
notice-date: Date : 28.02.13 bbox=[1402, 1147, 1489, 1161]
masthead-rule bbox=[0, 30, 1497, 35]
epbx: ଇ.ପି.ବି.ଏକ୍ସ - (୦୬୭୪) ୨୩୯୧୫୪୨, ୨୩୯୦୧୪୧ bbox=[1212, 689, 1420, 702]
website-link[interactable]: www.oshb.org bbox=[1374, 705, 1450, 717]
table-header: Year of Passing bbox=[886, 1751, 998, 1770]
field-additional-qualification[interactable] bbox=[577, 1782, 1120, 1800]
address: J-1-15, Block-'EP', Sector-V, Salt Lake City, Kolkata - 700 091, bbox=[764, 989, 1064, 1001]
notice-date: Dt. 27.02.2013 bbox=[1409, 1488, 1489, 1502]
table-header: From bbox=[784, 1837, 841, 1884]
tender-item: 5. Estimated Cost : Rs. 205169.00 to Rs. 491371.00 bbox=[1143, 1648, 1421, 1662]
tender-item: 10.Name and address of the Officer inviting Bid : Executive Officer, Jagatsinghpur Municipality. bbox=[1143, 1776, 1457, 1806]
body-text: for information of all applicants for inviting objections, if any. The objection may be submitted in the Office of the DPO, SSA, Nayagarh during the office hour on or before Dt.08.03.2013. No objection will be entertained after Dt.08.03.2013 under any circumstances. If no objections will be received from any applicant, it will be treated as the draft list is correct at this end & the merit list will be prepared. bbox=[1143, 1199, 1489, 1315]
field-label: 8. VRC. Registration/ intake number bbox=[577, 1716, 778, 1730]
branch-phone: NAYAGARH : 9437142000 bbox=[1116, 2107, 1369, 2129]
website-link[interactable]: www.nayagarh.nic.in bbox=[1365, 1182, 1489, 1196]
tagline: A Navratna Company bbox=[759, 1158, 1121, 1178]
table-header: ଯୁଗ୍ମ ଆବଣ୍ଟନକାରୀଙ୍କ ନାମ ଦରଜ ନିମନ୍ତେ ଆବେଦନ bbox=[1389, 863, 1493, 912]
telephone: Tel. No. 033-23572819, FAX No. 033-23574148 bbox=[830, 1002, 1066, 1014]
field-label: Caste bbox=[849, 1560, 883, 1574]
branch-name: ANUGUL bbox=[843, 2080, 930, 2102]
education-table bbox=[577, 1750, 1120, 1782]
address-1: SIDR Building, Capital Hospital Campus, Unit-VI, bbox=[707, 1255, 990, 1270]
work-experience-table bbox=[577, 1836, 1120, 1894]
timings-bar: ସମୟ: ସକାଳ ୯ଟାରୁ ୧ଟା, ଅପରାହ୍ନ ୪ଟାରୁ ରାତ୍ର ୮ଟା (ଗୁରୁବାର ବନ୍ଦ) bbox=[24, 2226, 604, 2266]
eviction-heading: Eviction Notice in the Housing Schemes at Modipada, Sambalpur & at Jharsuguda bbox=[6, 1378, 548, 1428]
oshb-footer bbox=[6, 1928, 548, 1963]
story-headline: ଇସ୍ରୋ ନାମରେ ଠକେଇ ବାଙ୍ଗାଲୋର ପୋଲିସ ଦ୍ୱାରା ଯୁବତୀ ଗିରଫ bbox=[1356, 46, 1481, 182]
signature-1: Sd./- District Project Coordinator bbox=[1294, 1320, 1489, 1334]
further-details: Further details can be seen from the procurement portal i.e. bbox=[1161, 1808, 1478, 1822]
branch-phone: BRAHMAPUR: 9437145000 bbox=[1116, 2077, 1371, 2099]
field-phone[interactable] bbox=[577, 1576, 1120, 1594]
website-link[interactable]: www.tendersorissa.gov.in. bbox=[1143, 1824, 1294, 1838]
table-header: Division/ Class bbox=[721, 1751, 827, 1770]
notice-number: No. 927 bbox=[1143, 1488, 1186, 1502]
phase-1-list: LIG-13/2, 14/4, 16/2, 21/3, MIG-I- 18/1, 21/2, MIG-II- 2/1, 2/2, 9/1, HIG-2/1 bbox=[84, 1717, 478, 1731]
intro: Id documents consisting of work, estimated cost, cost of Tender Paper, EMD, time of completion, class of contractors and the set of terms and conditions of contracts and other necessary documents can be seen in Govt. website i.e. bbox=[1143, 1504, 1489, 1566]
banner-text: ସର୍ବ ଶିକ୍ଷା ଅଭିଯାନ bbox=[1265, 1015, 1387, 1035]
field-sex-caste[interactable] bbox=[577, 1558, 1120, 1576]
para-1: ଓଡ଼ିଶା ରାଜ୍ୟ ଗୃହନିର୍ମାଣ ସଂସ୍ଥା ଦ୍ୱାରା ସମ୍ବଲପୁର ମୋଦିପଡ଼ାରେ ୧ମ ଓ ୨ୟ ପର୍ଯ୍ୟାୟରେ ଓ ଝାରସୁଗୁଡ଼ାରେ ନିର୍ମିତ ନିମ୍ନପ୍ରଦତ୍ତ ବାସଗୃହ ଆବଣ୍ଟନ ପାଇଥିବା ବ୍ୟକ୍ତିବିଶେଷ କିସ୍ତି ଦେୟ ଖିଲାପ କରିଥିବା ଏବଂ ଚୁକ୍ତିନାମାର ସର୍ତ୍ତାବଳୀ ଉଲ୍ଲଂଘନ କରିଥିବା ହେତୁ ସେମାନଙ୍କ ଆବଣ୍ଟନ ଖାରଜ କରାଯାଇ ଆବଣ୍ଟିତ ଗୃହରୁ ଉଚ୍ଛେଦ ପାଇଁ ବିଭିନ୍ନ ନିର୍ଦ୍ଦେଶନାମା ପ୍ରେରଣ କରାଯାଇଥିଲା । bbox=[11, 1461, 543, 1529]
region: (EASTERN REGION-II) bbox=[764, 1032, 864, 1043]
field-label: 10. Additional Qualification bbox=[577, 1784, 725, 1798]
disability-directorate-notice bbox=[572, 1190, 1125, 1965]
phase-label: Phase I :- bbox=[14, 1717, 68, 1731]
field-disability-details[interactable] bbox=[577, 1684, 1120, 1702]
tender-item: 1. Tender Reference No. : JSPUR-11/2012-13 bbox=[1143, 1584, 1387, 1598]
tender-item: 4. No. of works : 12 Nos. bbox=[1143, 1632, 1275, 1646]
field-work-experience-label bbox=[577, 1818, 1120, 1836]
resume-text: Send your Resume to bbox=[994, 2247, 1104, 2261]
